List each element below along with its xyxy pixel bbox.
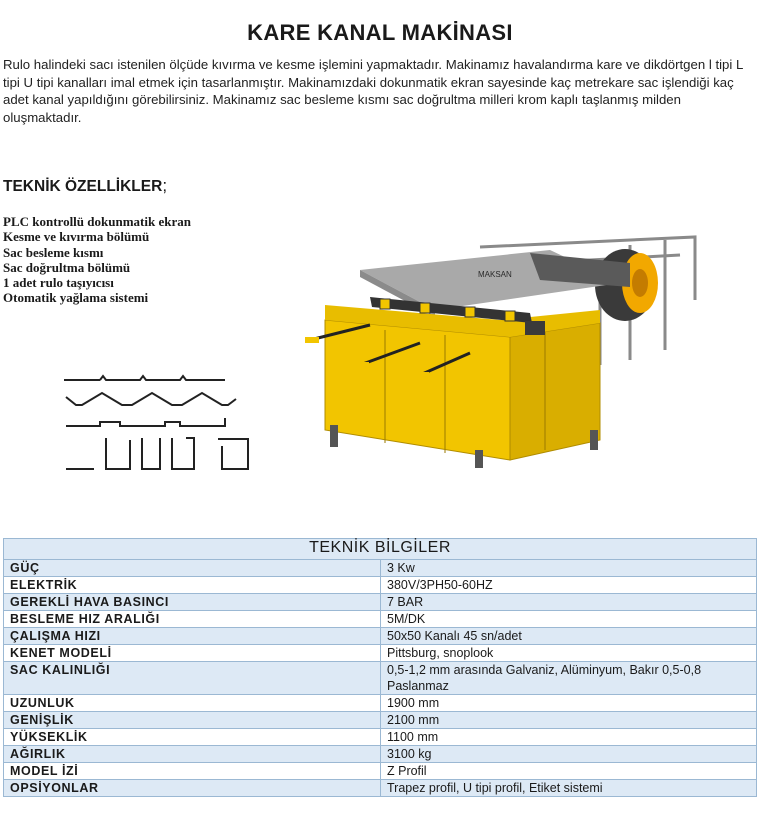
trapez-profile — [66, 393, 236, 405]
feature-item: Otomatik yağlama sistemi — [3, 290, 149, 306]
spec-key: MODEL İZİ — [4, 763, 381, 780]
features-heading-suffix: ; — [162, 176, 168, 195]
flat-seam-profile — [64, 376, 225, 380]
page-title: KARE KANAL MAKİNASI — [247, 20, 513, 45]
features-list — [3, 214, 191, 306]
table-row — [4, 611, 757, 628]
spec-key: ÇALIŞMA HIZI — [4, 628, 381, 645]
table-row — [4, 577, 757, 594]
table-row — [4, 763, 757, 780]
machine-brand-label: MAKSAN — [478, 270, 512, 279]
table-row — [4, 729, 757, 746]
spec-value: 1900 mm — [381, 695, 757, 712]
table-row — [4, 662, 757, 695]
spec-key: OPSİYONLAR — [4, 780, 381, 797]
feature-item: Sac doğrultma bölümü — [3, 259, 131, 275]
feature-item: 1 adet rulo taşıyıcısı — [3, 275, 114, 291]
table-row — [4, 560, 757, 577]
spec-value: 7 BAR — [381, 594, 757, 611]
spec-key: GEREKLİ HAVA BASINCI — [4, 594, 381, 611]
table-heading: TEKNİK BİLGİLER — [4, 539, 757, 560]
spec-value: 50x50 Kanalı 45 sn/adet — [381, 628, 757, 645]
spec-value: Trapez profil, U tipi profil, Etiket sistemi — [381, 780, 757, 797]
machine-image — [300, 225, 705, 470]
spec-key: AĞIRLIK — [4, 746, 381, 763]
features-heading — [3, 176, 167, 196]
table-row — [4, 645, 757, 662]
table-row — [4, 594, 757, 611]
seam-profiles-diagram — [60, 372, 260, 472]
spec-key: SAC KALINLIĞI — [4, 662, 381, 695]
u-l-profiles — [66, 438, 248, 469]
spec-value: 3100 kg — [381, 746, 757, 763]
spec-value: 3 Kw — [381, 560, 757, 577]
feature-item: PLC kontrollü dokunmatik ekran — [3, 214, 191, 229]
table-row — [4, 695, 757, 712]
table-row — [4, 628, 757, 645]
spec-key: BESLEME HIZ ARALIĞI — [4, 611, 381, 628]
feature-item: Kesme ve kıvırma bölümü — [3, 229, 150, 245]
table-row — [4, 780, 757, 797]
spec-key: ELEKTRİK — [4, 577, 381, 594]
features-heading-text: TEKNİK ÖZELLİKLER — [3, 178, 163, 195]
table-row — [4, 712, 757, 729]
spec-key: UZUNLUK — [4, 695, 381, 712]
spec-key: KENET MODELİ — [4, 645, 381, 662]
spec-key: GENİŞLİK — [4, 712, 381, 729]
spec-value: 2100 mm — [381, 712, 757, 729]
step-profile — [66, 418, 225, 426]
spec-value: 0,5-1,2 mm arasında Galvaniz, Alüminyum, Bakır 0,5-0,8 Paslanmaz — [381, 662, 757, 695]
spec-value: Z Profil — [381, 763, 757, 780]
spec-key: GÜÇ — [4, 560, 381, 577]
spec-value: 380V/3PH50-60HZ — [381, 577, 757, 594]
table-row — [4, 746, 757, 763]
spec-value: Pittsburg, snoplook — [381, 645, 757, 662]
technical-specs-table — [3, 538, 757, 797]
spec-value: 5M/DK — [381, 611, 757, 628]
spec-value: 1100 mm — [381, 729, 757, 746]
feature-item: Sac besleme kısmı — [3, 244, 104, 260]
spec-key: YÜKSEKLİK — [4, 729, 381, 746]
intro-paragraph: Rulo halindeki sacı istenilen ölçüde kıvırma ve kesme işlemini yapmaktadır. Makinamız havalandırma kare ve dikdörtgen l tipi L tipi U tipi kanalları imal etmek için tasarlanmıştır. Makinamızdaki dokunmatik ekran sayesinde kaç metrekare sac işlendiği kaç adet kanal yapıldığını görebilirsiniz. Makinamız sac besleme kısmı sac doğrultma milleri krom kaplı taşlanmış milden oluşmaktadır. — [3, 57, 743, 125]
